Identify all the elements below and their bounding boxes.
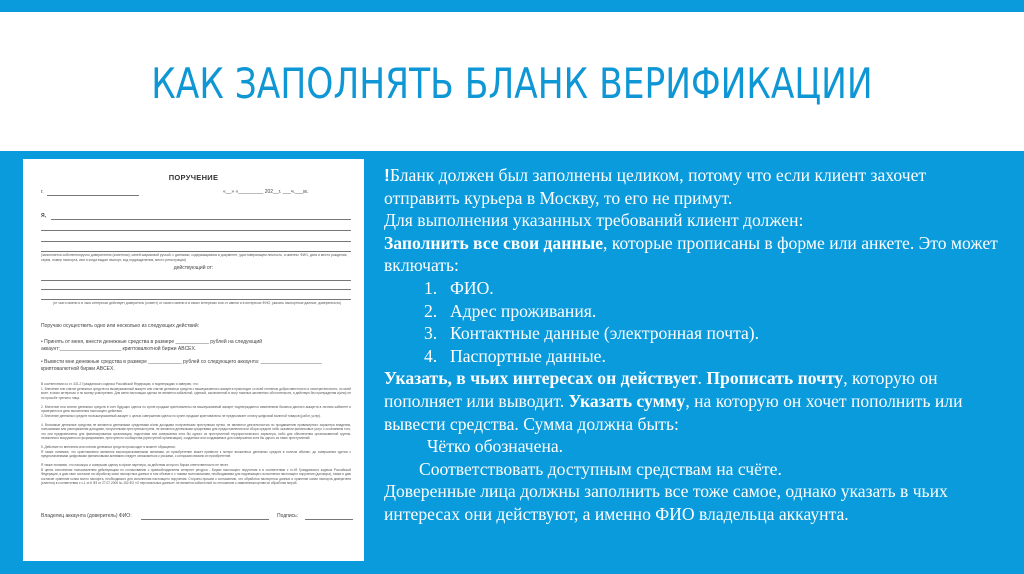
sum-requirement-2: Соответствовать доступным средствам на счёте. bbox=[419, 458, 782, 479]
fill-data-bold: Заполнить все свои данные bbox=[384, 232, 604, 253]
sum-requirement-1: Чётко обозначена. bbox=[427, 436, 564, 457]
email-bold: Прописать почту bbox=[706, 368, 844, 389]
form-signature-line bbox=[305, 519, 353, 520]
form-instruction: Поручаю осуществить одно или несколько из следующих действий: bbox=[41, 323, 200, 329]
verification-form-image bbox=[23, 159, 364, 561]
paragraph-fill-data bbox=[384, 232, 1004, 277]
form-line bbox=[41, 230, 351, 231]
form-legal-3: 3. Внесение денежных средств на вышеуказанный аккаунт с целью совершения сделок по купле-продаже криптовалюты не предполагает оплату цифровой валютой товаров (работ, услуг). bbox=[41, 414, 322, 418]
form-line bbox=[41, 251, 351, 252]
slide-title: КАК ЗАПОЛНЯТЬ БЛАНК ВЕРИФИКАЦИИ bbox=[151, 59, 873, 108]
warning-text: Бланк должен был заполнены целиком, потому что если клиент захочет отправить курьера в Москву, то его не примут. bbox=[384, 165, 927, 208]
exclamation-mark: ! bbox=[384, 165, 390, 185]
top-accent-bar bbox=[0, 0, 1024, 12]
form-line bbox=[41, 299, 351, 300]
form-line bbox=[51, 219, 351, 220]
list-number: 3. bbox=[424, 323, 438, 344]
form-legal-1: 1. Внесение или снятие денежных средств на вышеуказанный аккаунт или снятие денежных средств с вышеуказанного аккаунта происходит со всей степенью добросовестности и осмотрительности, по моей воле, в моих интересах и по моему усмотрению. Для меня настоящая сделка не является кабальной, сделкой, заключенной в силу тяжелых жизненных обстоятельств, я действую без принуждения и(или) не по просьбе третьего лица. bbox=[41, 387, 351, 400]
list-number: 1. bbox=[424, 277, 438, 298]
list-number: 4. bbox=[424, 345, 438, 366]
form-date-line: «__» «_________ 202__г. ___ч.___м. bbox=[223, 189, 309, 195]
form-legal-6: Я также понимаю, что криптовалюты являются высокорискованными активами, их приобретение может привести к потере вложенных денежных средств в полном объеме, до совершения сделок с предполагаемыми цифровыми финансовыми активами следует ознакомиться с рисками, с которыми связано их приобретение. bbox=[41, 450, 351, 459]
text-fragment: , которую он пополняет или выводит. bbox=[384, 368, 938, 411]
paragraph-trusted-persons: Доверенные лица должны заполнить все тоже самое, однако указать в чьих интересах они действуют, а именно ФИО владельца аккаунта. bbox=[384, 481, 948, 524]
form-line bbox=[41, 241, 351, 242]
form-action-withdraw: • Вывести мне денежные средства в размере ____________ рублей со следующего аккаунта: ______________________ криптовалютной биржи ABCEX. bbox=[41, 359, 322, 372]
form-acting-hint: (от чьего имени и в чьих интересах действует доверитель (клиент) от своего имени и в своих интересах или от имени и в интересах ФИО, указать паспортные данные, доверенность) bbox=[52, 301, 342, 305]
form-action-deposit: • Принять от меня, внести денежные средства в размере ____________ рублей на следующий аккаунт:______________________ криптовалютной биржи ABCEX. bbox=[41, 339, 262, 352]
form-legal-5: 5. Действие по внесению или снятию денежных средств происходит в момент обращения. bbox=[41, 445, 176, 449]
list-text: Паспортные данные. bbox=[450, 345, 606, 366]
instructions-text bbox=[384, 164, 1004, 526]
form-signature-label: Подпись: bbox=[277, 513, 299, 519]
form-i-label: Я, bbox=[41, 213, 46, 219]
list-text: Адрес проживания. bbox=[450, 300, 597, 321]
list-item bbox=[384, 345, 1004, 368]
form-legal-4: 4. Вносимые денежные средства не являются денежными средствами и/или доходами полученными преступным путем, не являются деятельностью по продвижению правомерного характера владения, пользования или распоряжения доходами, полученными преступным путем, не являются денежными средствами для предоставления или сбора средств либо оказания финансовых услуг с осознанием того, что они предназначены для финансирования организации, подготовки или совершения хотя бы одного из преступлений террористического характера, либо для обеспечения организованной группы, незаконного вооруженного формирования, преступного сообщества (преступной организации), созданных или создаваемых для совершения хотя бы одного из таких преступлений. bbox=[41, 423, 351, 441]
form-acting-label: действующий от: bbox=[173, 265, 214, 271]
list-item bbox=[384, 277, 1004, 300]
sum-bold: Указать сумму bbox=[568, 390, 686, 411]
paragraph-warning bbox=[384, 164, 1004, 209]
list-text: Контактные данные (электронная почта). bbox=[450, 323, 760, 344]
interests-bold: Указать, в чьих интересах он действует bbox=[384, 368, 698, 389]
list-item bbox=[384, 322, 1004, 345]
form-line bbox=[41, 289, 351, 290]
form-legal-intro: В соответствии со ст. 431.2 Гражданского кодекса Российской Федерации, я подтверждаю и заверяю, что: bbox=[41, 382, 199, 386]
form-city-label: г. bbox=[41, 189, 44, 195]
form-line bbox=[41, 280, 351, 281]
paragraph-requirements-intro: Для выполнения указанных требований клиент должен: bbox=[384, 210, 804, 231]
list-text: ФИО. bbox=[450, 277, 494, 298]
text-fragment: . bbox=[697, 368, 707, 389]
form-fill-hint: (заполняется собственноручно доверителем (клиентом), синей шариковой ручкой, с данными, содержащимися в документе, удостоверяющем личность, а именно: ФИО, дата и место рождения, серия, номер паспорта, кем и когда выдан паспорт, код подразделения, место регистрации) bbox=[41, 253, 348, 262]
text-fragment: , на которую он хочет пополнить или вывести средства. Сумма должна быть: bbox=[384, 390, 963, 434]
fill-data-text: , которые прописаны в форме или анкете. Это может включать: bbox=[384, 232, 998, 276]
form-legal-2: 2. Внесение или снятие денежных средств в счет будущих сделок по купле-продаже криптовалюты на вышеуказанный аккаунт подтверждается изменением баланса данного аккаунта в личном кабинете и проверяется в день выполнения настоящего действия. bbox=[41, 405, 351, 414]
list-number: 2. bbox=[424, 300, 438, 321]
form-city-line bbox=[47, 195, 139, 196]
form-owner-label: Владелец аккаунта (доверитель) ФИО: bbox=[41, 513, 132, 519]
form-legal-7: Я также понимаю, что нахожусь и совершаю сделку в офисе партнера, за действия которого биржа ответственности не несет. bbox=[41, 463, 229, 467]
form-legal-8: В целях исполнения пользователем действующим по согласованию с правообладателем интернет ресурса - Биржи настоящего поручения и в соответствии с гл.49 Гражданского кодекса Российской Федерации, я даю свое согласие на обработку моих паспортных данных в том объеме и с такими полномочиями, необходимыми для надлежащего исполнения настоящего поручения (договора), также я даю согласие хранение копии моего паспорта, необходимого для исполнения настоящего поручения. Стороны пришли к соглашению, что обработка паспортных данных и хранение копии паспорта доверителя (клиента) в соответствии с ч.1 ст.6 ФЗ от 27.07.2006 № 152-ФЗ «О персональных данных» не является избыточной по отношению к заявленным целям их обработки мерой. bbox=[41, 468, 351, 486]
list-item bbox=[384, 300, 1004, 323]
form-owner-line bbox=[141, 519, 269, 520]
form-title: ПОРУЧЕНИЕ bbox=[168, 173, 219, 182]
paragraph-interests-email-sum bbox=[384, 367, 1004, 435]
